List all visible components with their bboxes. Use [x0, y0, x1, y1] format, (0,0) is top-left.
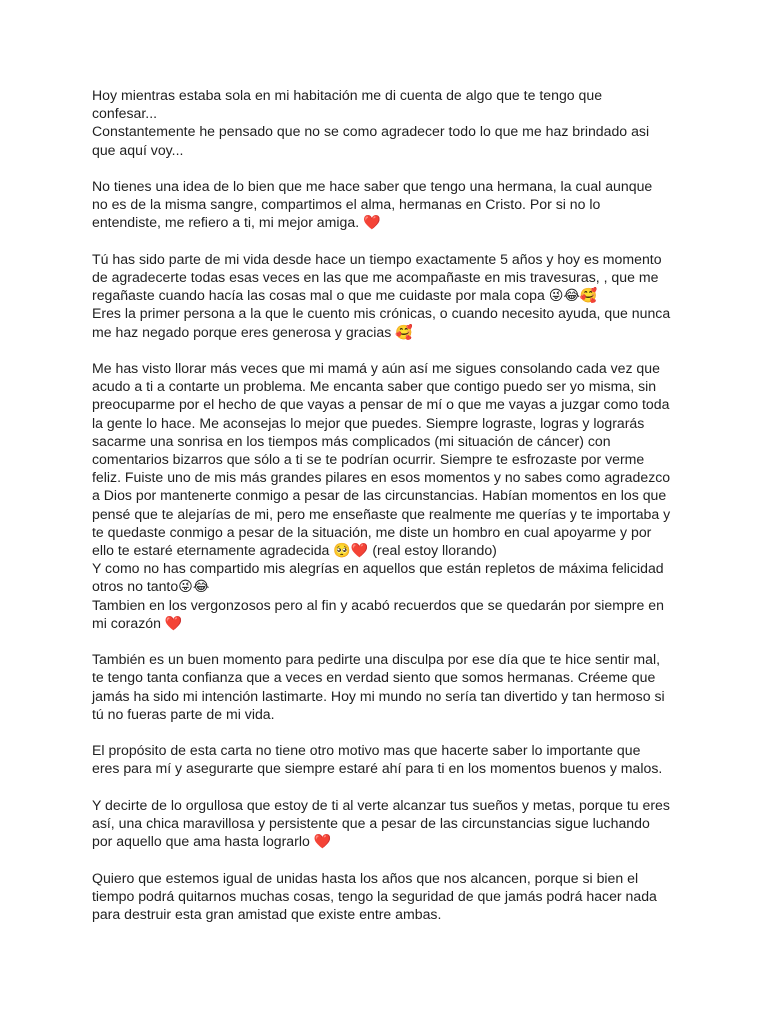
text-line: otros no tanto😜😂	[92, 578, 210, 595]
letter-paragraph	[92, 650, 682, 723]
letter-paragraph	[92, 796, 682, 851]
text-line: por aquello que ama hasta lograrlo ❤️	[92, 833, 332, 850]
text-line: jamás ha sido mi intención lastimarte. Hoy mi mundo no sería tan divertido y tan hermoso si	[92, 687, 665, 704]
text-line: de agradecerte todas esas veces en las que me acompañaste en mis travesuras, , que me	[92, 269, 659, 285]
text-line: Y como no has compartido mis alegrías en aquellos que están repletos de máxima felicidad	[92, 560, 664, 577]
text-line: Tambien en los vergonzosos pero al fin y acabó recuerdos que se quedarán por siempre en	[92, 596, 664, 613]
text-line: Hoy mientras estaba sola en mi habitación me di cuenta de algo que te tengo que	[92, 87, 603, 103]
text-line: pensé que te alejarías de mi, pero me enseñaste que realmente me querías y te importaba y	[92, 505, 671, 522]
text-line: regañaste cuando hacía las cosas mal o que me cuidaste por mala copa 😜😂🥰	[92, 287, 598, 304]
text-line: Tú has sido parte de mi vida desde hace un tiempo exactamente 5 años y hoy es momento	[92, 250, 662, 267]
letter-paragraph	[92, 250, 682, 341]
text-line: te tengo tanta confianza que a veces en verdad siento que somos hermanas. Créeme que	[92, 669, 656, 686]
text-line: eres para mí y asegurarte que siempre estaré ahí para ti en los momentos buenos y malos.	[92, 760, 663, 777]
text-line: tiempo podrá quitarnos muchas cosas, tengo la seguridad de que jamás podrá hacer nada	[92, 887, 657, 904]
text-line: Y decirte de lo orgullosa que estoy de ti al verte alcanzar tus sueños y metas, porque tu eres	[92, 796, 670, 813]
letter-paragraph	[92, 177, 682, 232]
text-line: El propósito de esta carta no tiene otro motivo mas que hacerte saber lo importante que	[92, 742, 641, 759]
text-line: que aquí voy...	[92, 141, 184, 158]
text-line: no es de la misma sangre, compartimos el alma, hermanas en Cristo. Por si no lo	[92, 196, 601, 213]
text-line: Eres la primer persona a la que le cuento mis crónicas, o cuando necesito ayuda, que nunca	[92, 305, 671, 322]
letter-paragraph	[92, 741, 682, 777]
letter-body	[92, 86, 682, 941]
text-line: me haz negado porque eres generosa y gracias 🥰	[92, 323, 413, 340]
text-line: Me has visto llorar más veces que mi mamá y aún así me sigues consolando cada vez que	[92, 360, 660, 376]
text-line: confesar...	[92, 105, 158, 122]
text-line: la gente lo hace. Me aconsejas lo mejor que puedes. Siempre lograste, logras y lograrás	[92, 414, 645, 431]
text-line: acudo a ti a contarte un problema. Me encanta saber que contigo puedo ser yo misma, sin	[92, 378, 657, 395]
text-line: para destruir esta gran amistad que existe entre ambas.	[92, 906, 442, 923]
text-line: No tienes una idea de lo bien que me hace saber que tengo una hermana, la cual aunque	[92, 178, 653, 194]
text-line: tú no fueras parte de mi vida.	[92, 705, 275, 722]
letter-paragraph	[92, 86, 682, 159]
text-line: También es un buen momento para pedirte una disculpa por ese día que te hice sentir mal,	[92, 651, 661, 668]
text-line: comentarios bizarros que sólo a ti se te podrían ocurrir. Siempre te esfrozaste por verme	[92, 451, 645, 468]
text-line: entendiste, me refiero a ti, mi mejor amiga. ❤️	[92, 214, 381, 231]
text-line: feliz. Fuiste uno de mis más grandes pilares en esos momentos y no sabes como agradezco	[92, 469, 671, 486]
text-line: sacarme una sonrisa en los tiempos más complicados (mi situación de cáncer) con	[92, 432, 611, 449]
text-line: Constantemente he pensado que no se como agradecer todo lo que me haz brindado asi	[92, 123, 650, 140]
text-line: a Dios por mantenerte conmigo a pesar de las circunstancias. Habían momentos en los que	[92, 487, 667, 504]
text-line: preocuparme por el hecho de que vayas a pensar de mí o que me vayas a juzgar como toda	[92, 396, 670, 413]
letter-paragraph	[92, 359, 682, 632]
text-line: te quedaste conmigo a pesar de la situación, me diste un hombro en cual apoyarme y por	[92, 523, 652, 540]
text-line: mi corazón ❤️	[92, 614, 183, 631]
text-line: ello te estaré eternamente agradecida 🥺❤️ (real estoy llorando)	[92, 542, 497, 559]
text-line: Quiero que estemos igual de unidas hasta los años que nos alcancen, porque si bien el	[92, 869, 639, 886]
text-line: así, una chica maravillosa y persistente que a pesar de las circunstancias sigue luchando	[92, 815, 650, 832]
letter-paragraph	[92, 869, 682, 924]
